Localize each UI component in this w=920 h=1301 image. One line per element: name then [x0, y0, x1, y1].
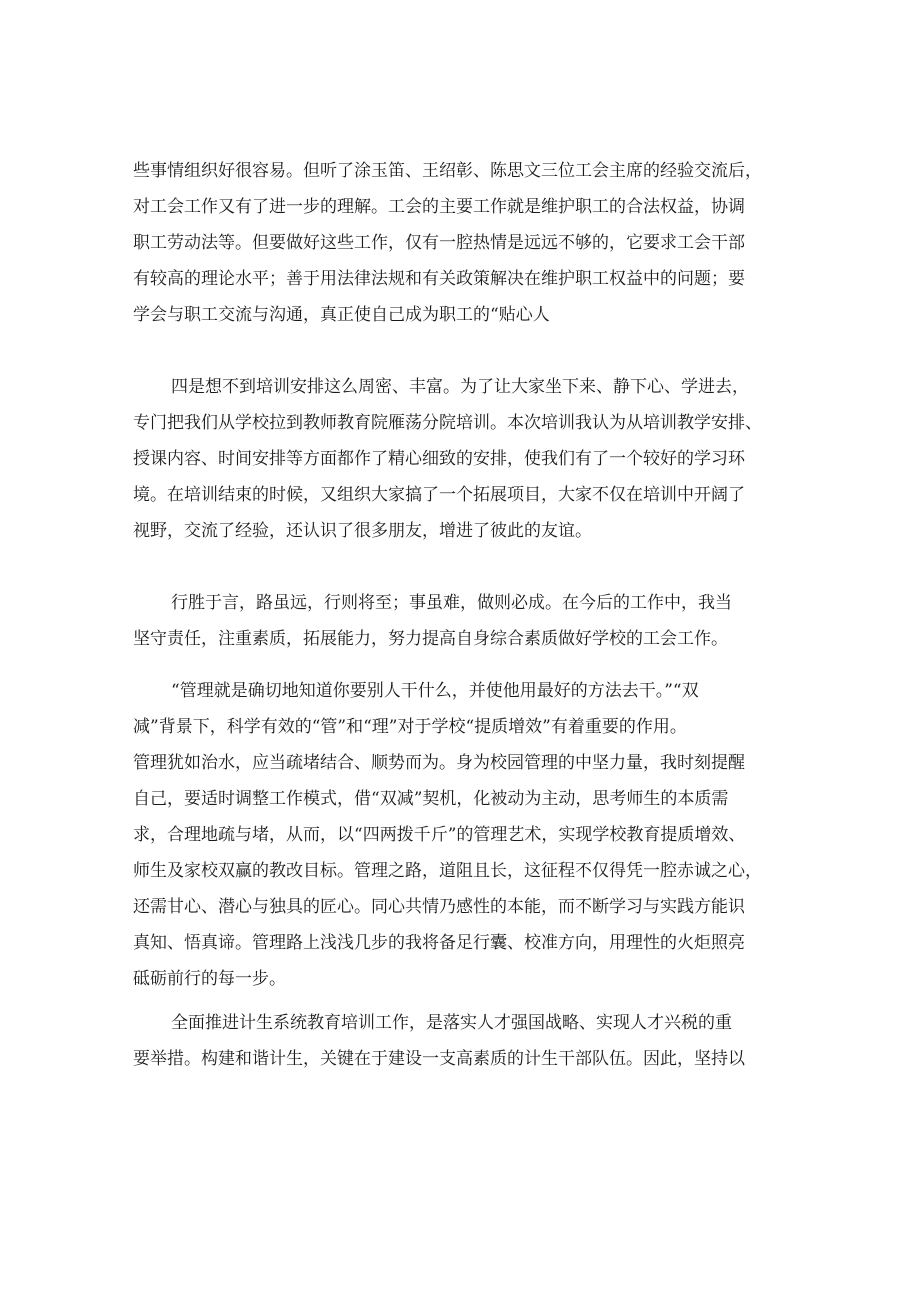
text-line: “管理就是确切地知道你要别人干什么，并使他用最好的方法去干。”“双: [171, 681, 699, 701]
text-line: 专门把我们从学校拉到教师教育院雁荡分院培训。本次培训我认为从培训教学安排、: [133, 413, 762, 433]
text-line: 职工劳动法等。但要做好这些工作，仅有一腔热情是远远不够的，它要求工会干部: [133, 233, 745, 253]
text-line: 四是想不到培训安排这么周密、丰富。为了让大家坐下来、静下心、学进去，: [171, 377, 749, 397]
text-line: 还需甘心、潜心与独具的匠心。同心共情乃感性的本能，而不断学习与实践方能识: [133, 897, 745, 917]
text-line: 行胜于言，路虽远，行则将至；事虽难，做则必成。在今后的工作中，我当: [171, 593, 732, 613]
text-line: 师生及家校双赢的教改目标。管理之路，道阻且长，这征程不仅得凭一腔赤诚之心，: [133, 861, 762, 881]
text-line: 境。在培训结束的时候，又组织大家搞了一个拓展项目，大家不仅在培训中开阔了: [133, 485, 745, 505]
paragraph-family-planning-training: [133, 1005, 803, 1077]
text-line: 全面推进计生系统教育培训工作，是落实人才强国战略、实现人才兴税的重: [171, 1013, 732, 1033]
paragraph-union-work: [133, 153, 803, 333]
text-line: 求，合理地疏与堵，从而，以“四两拨千斤”的管理艺术，实现学校教育提质增效、: [133, 825, 746, 845]
text-line: 对工会工作又有了进一步的理解。工会的主要工作就是维护职工的合法权益，协调: [133, 197, 745, 217]
text-line: 自己，要适时调整工作模式，借“双减”契机，化被动为主动，思考师生的本质需: [133, 789, 729, 809]
paragraph-management: [133, 673, 803, 997]
text-line: 要举措。构建和谐计生，关键在于建设一支高素质的计生干部队伍。因此，坚持以: [133, 1049, 745, 1069]
text-line: 些事情组织好很容易。但听了涂玉笛、王绍彰、陈思文三位工会主席的经验交流后，: [133, 161, 762, 181]
text-line: 减”背景下，科学有效的“管”和“理”对于学校“提质增效”有着重要的作用。: [133, 717, 687, 737]
text-line: 授课内容、时间安排等方面都作了精心细致的安排，使我们有了一个较好的学习环: [133, 449, 745, 469]
paragraph-action-over-words: [133, 585, 803, 657]
paragraph-training-arrangement: [133, 369, 803, 549]
text-line: 视野，交流了经验，还认识了很多朋友，增进了彼此的友谊。: [133, 521, 592, 541]
text-line: 管理犹如治水，应当疏堵结合、顺势而为。身为校园管理的中坚力量，我时刻提醒: [133, 753, 745, 773]
text-line: 坚守责任，注重素质，拓展能力，努力提高自身综合素质做好学校的工会工作。: [133, 629, 728, 649]
text-line: 有较高的理论水平；善于用法律法规和有关政策解决在维护职工权益中的问题；要: [133, 269, 745, 289]
text-line: 学会与职工交流与沟通，真正使自己成为职工的“贴心人: [133, 305, 550, 325]
text-line: 真知、悟真谛。管理路上浅浅几步的我将备足行囊、校准方向，用理性的火炬照亮: [133, 933, 745, 953]
text-line: 砥砺前行的每一步。: [133, 969, 286, 989]
